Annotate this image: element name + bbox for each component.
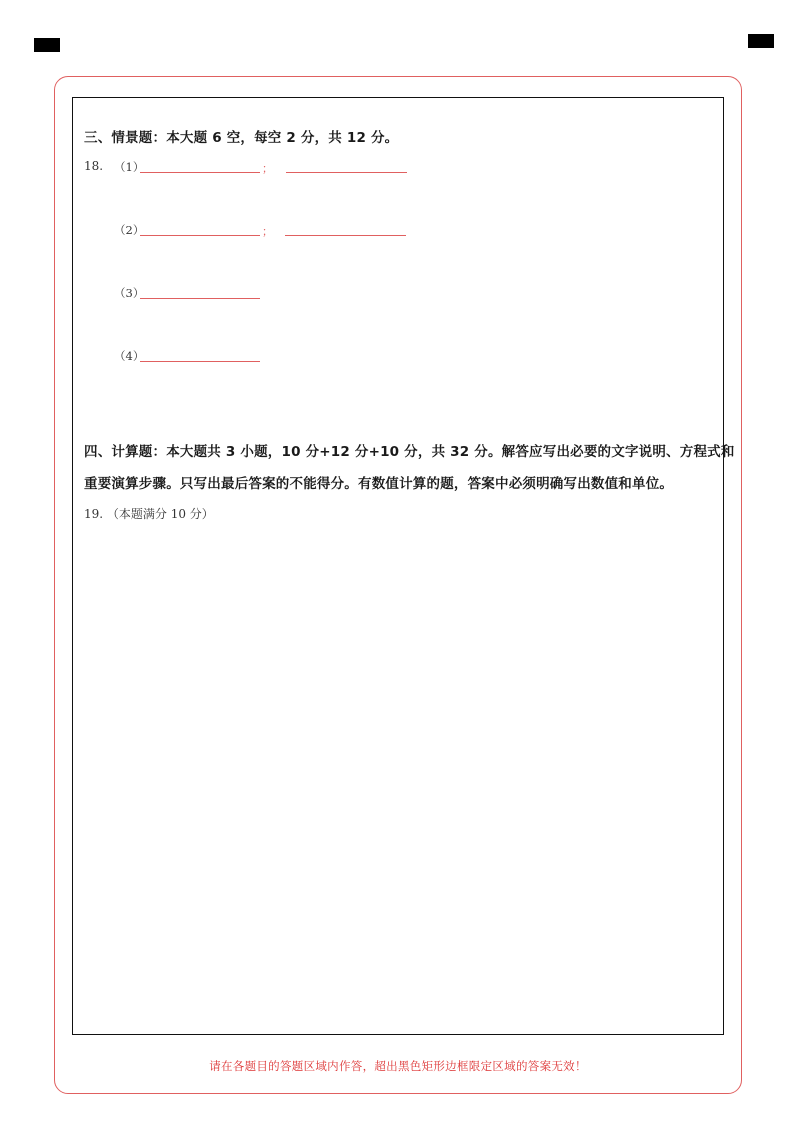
alignment-marker-left (34, 38, 60, 52)
question-18-number: 18. (84, 159, 104, 173)
section4-title-line2: 重要演算步骤。只写出最后答案的不能得分。有数值计算的题，答案中必须明确写出数值和单位。 (84, 476, 674, 492)
footer-warning: 请在各题目的答题区域内作答，超出黑色矩形边框限定区域的答案无效！ (209, 1059, 587, 1073)
q18-item3-blank[interactable] (140, 298, 260, 299)
q18-item3-label: （3） (114, 286, 145, 300)
q18-item2-separator: ； (262, 225, 273, 238)
q18-item1-blank-a[interactable] (140, 172, 260, 173)
q18-item2-blank-a[interactable] (140, 235, 260, 236)
q18-item2-blank-b[interactable] (285, 235, 406, 236)
section3-title: 三、情景题：本大题 6 空，每空 2 分，共 12 分。 (84, 130, 399, 146)
q18-item2-label: （2） (114, 223, 145, 237)
question-19-answer-area[interactable] (76, 530, 720, 1030)
alignment-marker-right (748, 34, 774, 48)
q18-item1-blank-b[interactable] (286, 172, 407, 173)
q18-item1-separator: ； (262, 162, 273, 175)
section4-title-line1: 四、计算题：本大题共 3 小题，10 分+12 分+10 分，共 32 分。解答应写出必要的文字说明、方程式和 (84, 444, 735, 460)
q18-item1-label: （1） (114, 160, 145, 174)
q18-item4-blank[interactable] (140, 361, 260, 362)
question-19-label: 19. （本题满分 10 分） (84, 507, 214, 521)
q18-item4-label: （4） (114, 349, 145, 363)
